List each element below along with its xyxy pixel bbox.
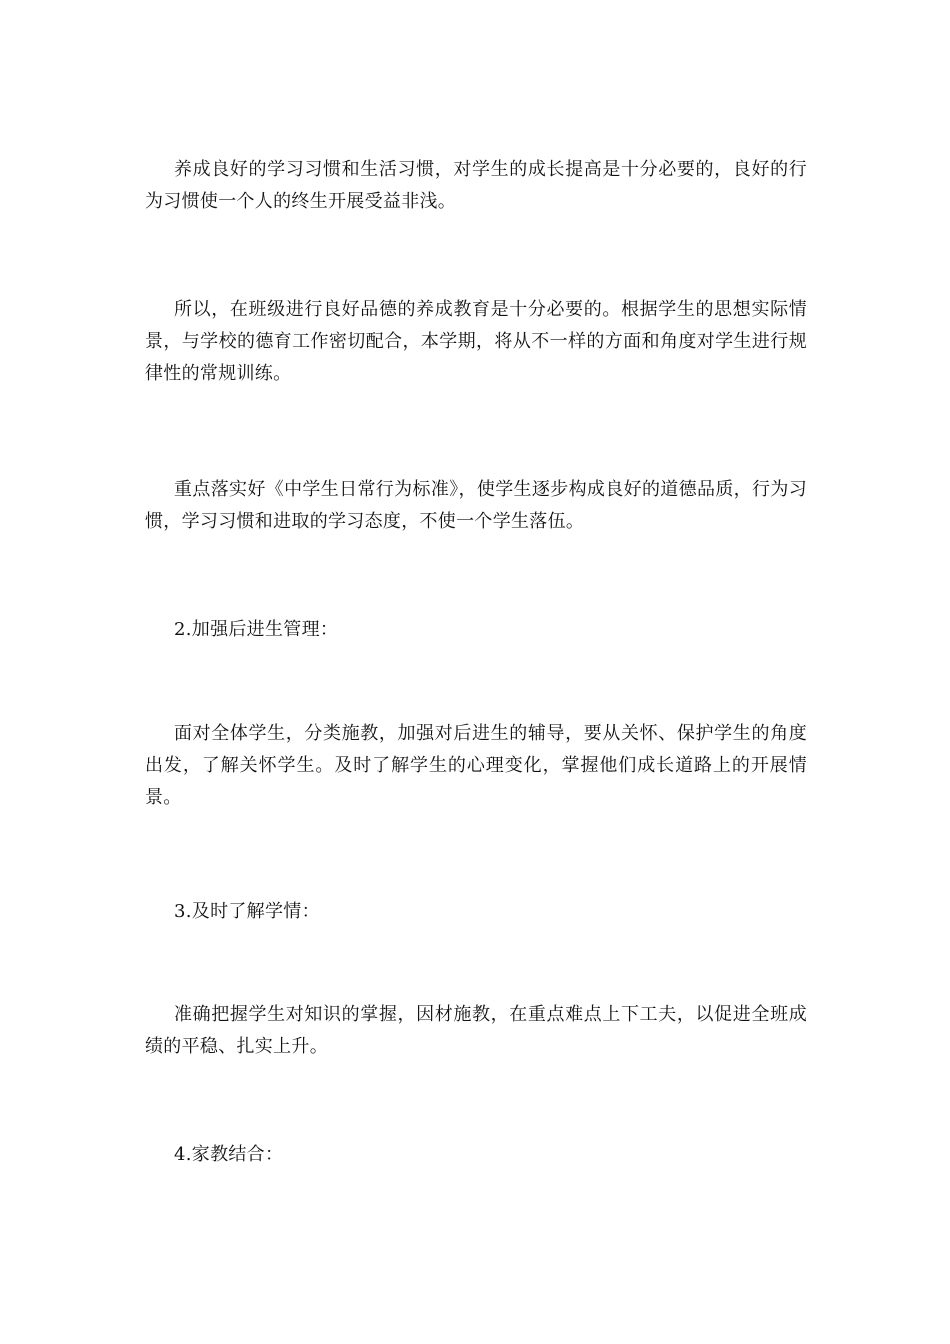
paragraph-behavior-standards: 重点落实好《中学生日常行为标准》，使学生逐步构成良好的道德品质，行为习惯，学习习惯和进取的学习态度，不使一个学生落伍。 [145, 479, 807, 532]
section-heading-2: 2.加强后进生管理： [174, 619, 339, 640]
section-heading-4: 4.家教结合： [174, 1144, 284, 1165]
paragraph-learning-status: 准确把握学生对知识的掌握，因材施教，在重点难点上下工夫，以促进全班成绩的平稳、扎实上升。 [145, 1004, 807, 1057]
paragraph-moral-education: 所以，在班级进行良好品德的养成教育是十分必要的。根据学生的思想实际情景，与学校的德育工作密切配合，本学期，将从不一样的方面和角度对学生进行规律性的常规训练。 [145, 299, 807, 384]
paragraph-habits: 养成良好的学习习惯和生活习惯，对学生的成长提高是十分必要的，良好的行为习惯使一个人的终生开展受益非浅。 [145, 159, 807, 212]
section-heading-3: 3.及时了解学情： [174, 901, 320, 922]
paragraph-struggling-students: 面对全体学生，分类施教，加强对后进生的辅导，要从关怀、保护学生的角度出发，了解关怀学生。及时了解学生的心理变化，掌握他们成长道路上的开展情景。 [145, 723, 807, 808]
